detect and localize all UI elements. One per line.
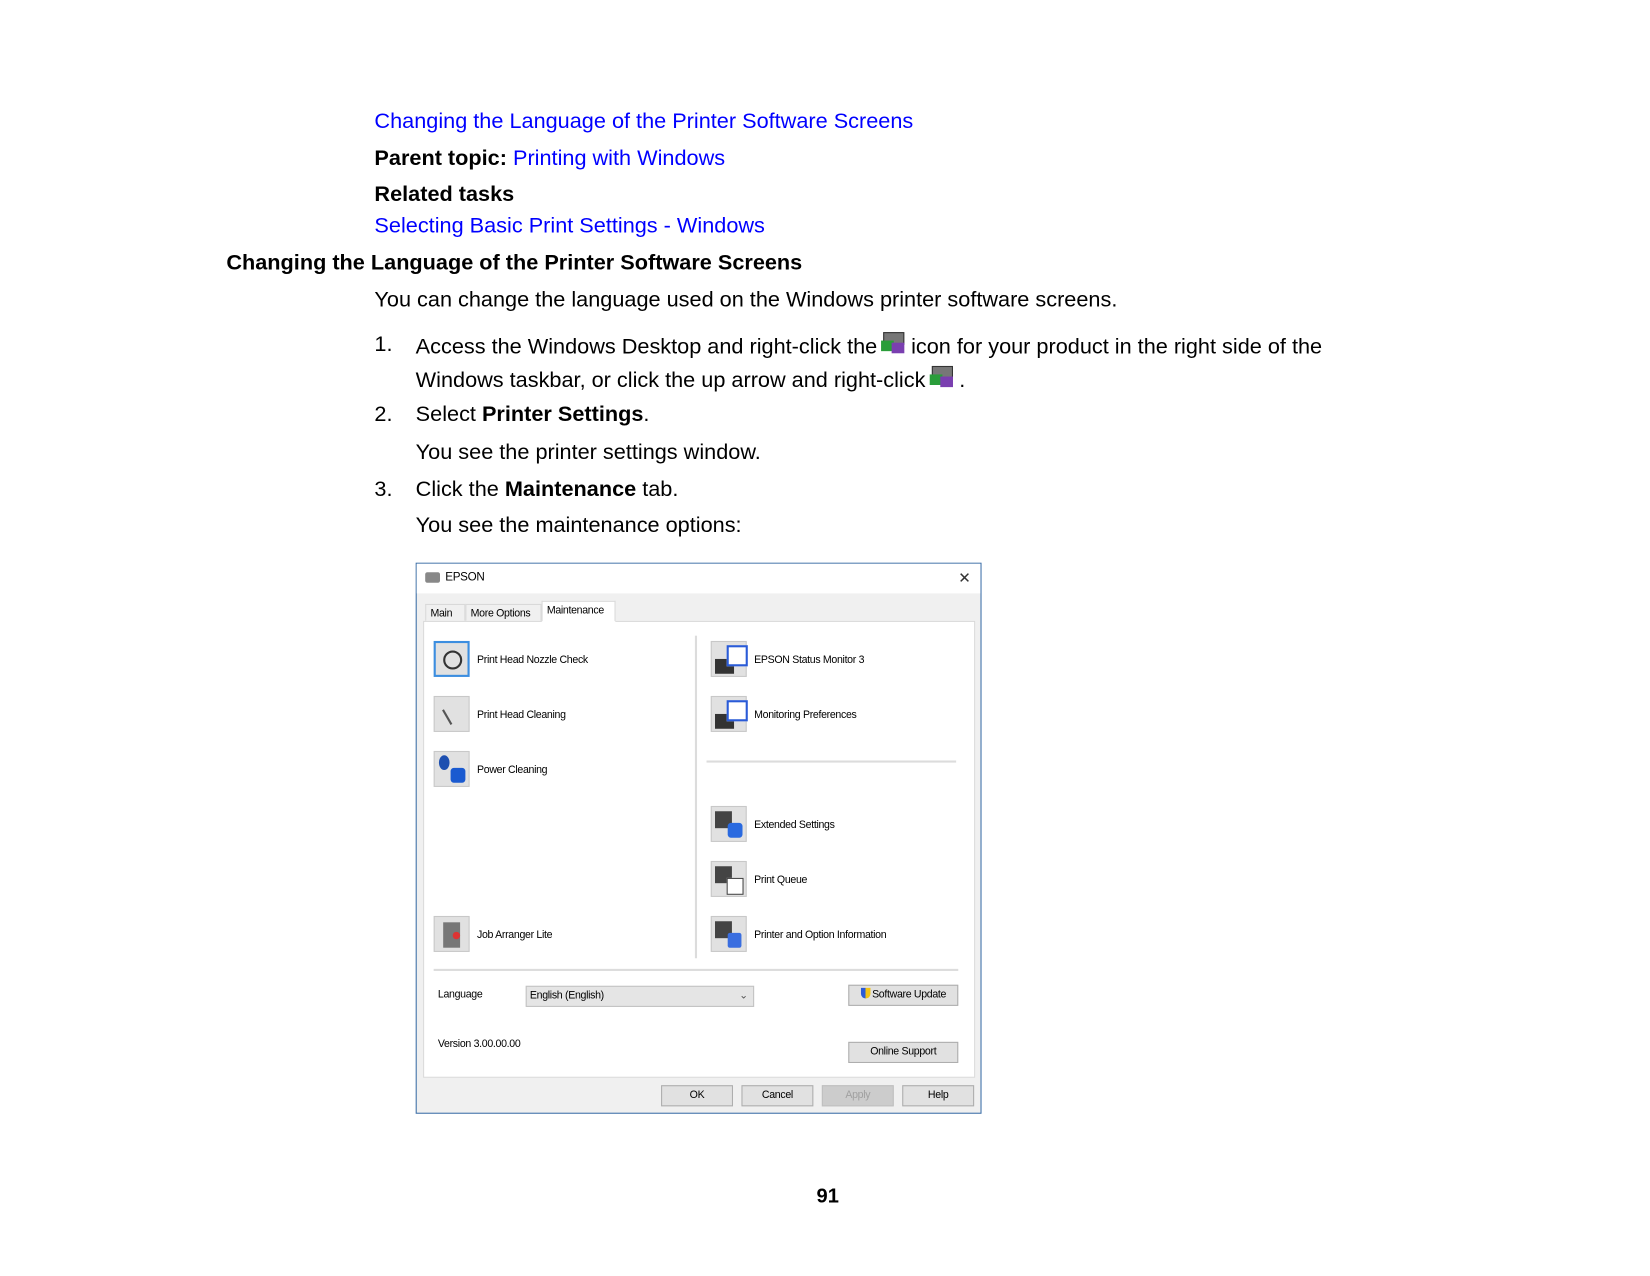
intro-text: You can change the language used on the Windows printer software screens. — [374, 287, 1118, 313]
step-1-text-b: icon for your product in the right side of the — [911, 334, 1323, 359]
step-1-line-1 — [416, 330, 1322, 358]
step-2-pre: Select — [415, 401, 482, 427]
online-support-button[interactable]: Online Support — [848, 1042, 958, 1063]
step-2-text — [415, 401, 650, 427]
language-select[interactable] — [526, 986, 754, 1007]
head-cleaning-label[interactable]: Print Head Cleaning — [477, 709, 566, 722]
step-3-pre: Click the — [415, 477, 505, 502]
step-1-number: 1. — [374, 332, 393, 357]
nozzle-check-icon[interactable] — [434, 641, 470, 677]
status-monitor-icon[interactable] — [711, 641, 747, 677]
step-2-number: 2. — [374, 401, 393, 427]
monitoring-preferences-label[interactable]: Monitoring Preferences — [754, 709, 857, 722]
maintenance-panel — [423, 621, 975, 1078]
language-value: English (English) — [529, 990, 604, 1002]
step-3-bold: Maintenance — [504, 477, 637, 502]
software-update-label: Software Update — [872, 988, 947, 1001]
job-arranger-icon[interactable] — [434, 916, 470, 952]
cancel-button[interactable]: Cancel — [741, 1085, 813, 1106]
step-1-text-a: Access the Windows Desktop and right-click the — [415, 334, 878, 359]
power-cleaning-label[interactable]: Power Cleaning — [477, 764, 548, 777]
step-3-number: 3. — [374, 477, 393, 502]
page-number: 91 — [816, 1185, 839, 1208]
print-queue-icon[interactable] — [711, 861, 747, 897]
language-label: Language — [437, 988, 483, 1001]
title-bar — [417, 564, 981, 594]
extended-settings-icon[interactable] — [711, 806, 747, 842]
chevron-down-icon: ⌄ — [739, 990, 748, 1002]
step-3-result: You see the maintenance options: — [415, 512, 742, 538]
dialog-title: EPSON — [445, 571, 485, 584]
link-selecting-basic-print-settings[interactable]: Selecting Basic Print Settings - Windows — [374, 213, 765, 238]
version-text: Version 3.00.00.00 — [437, 1038, 521, 1051]
related-tasks-label: Related tasks — [374, 181, 515, 207]
monitoring-preferences-icon[interactable] — [711, 696, 747, 732]
tab-more-options[interactable]: More Options — [465, 604, 541, 621]
step-2-result: You see the printer settings window. — [415, 440, 761, 465]
job-arranger-label[interactable]: Job Arranger Lite — [477, 929, 553, 942]
link-printing-with-windows[interactable]: Printing with Windows — [512, 145, 726, 171]
divider — [434, 969, 959, 971]
link-changing-language[interactable]: Changing the Language of the Printer Software Screens — [374, 108, 914, 134]
section-heading: Changing the Language of the Printer Software Screens — [226, 250, 803, 276]
step-2-bold: Printer Settings — [481, 401, 644, 427]
printer-info-icon[interactable] — [711, 916, 747, 952]
step-2-post: . — [643, 401, 650, 427]
ok-button[interactable]: OK — [661, 1085, 733, 1106]
help-button[interactable]: Help — [902, 1085, 974, 1106]
tab-main[interactable]: Main — [425, 604, 465, 621]
printer-icon — [425, 572, 440, 583]
step-1-line-2 — [416, 364, 966, 392]
parent-topic-label: Parent topic: — [374, 145, 507, 171]
print-queue-label[interactable]: Print Queue — [754, 874, 808, 887]
step-3-text — [416, 479, 679, 501]
column-divider — [695, 636, 697, 959]
printer-info-label[interactable]: Printer and Option Information — [754, 929, 887, 942]
software-update-button[interactable] — [848, 985, 958, 1006]
apply-button[interactable]: Apply — [822, 1085, 894, 1106]
status-monitor-label[interactable]: EPSON Status Monitor 3 — [754, 654, 865, 667]
parent-topic — [374, 145, 726, 171]
shield-icon — [860, 988, 870, 999]
divider — [707, 760, 957, 762]
head-cleaning-icon[interactable] — [434, 696, 470, 732]
epson-dialog-screenshot — [416, 563, 982, 1114]
printer-tray-icon — [928, 364, 958, 389]
printer-tray-icon — [879, 330, 909, 355]
step-1-text-c: Windows taskbar, or click the up arrow and right-click — [415, 368, 926, 393]
close-icon[interactable]: ✕ — [958, 569, 971, 586]
tab-maintenance[interactable]: Maintenance — [542, 601, 616, 622]
step-1-text-d: . — [959, 368, 966, 393]
extended-settings-label[interactable]: Extended Settings — [754, 819, 835, 832]
power-cleaning-icon[interactable] — [434, 751, 470, 787]
nozzle-check-label[interactable]: Print Head Nozzle Check — [477, 654, 588, 667]
step-3-post: tab. — [636, 477, 679, 502]
